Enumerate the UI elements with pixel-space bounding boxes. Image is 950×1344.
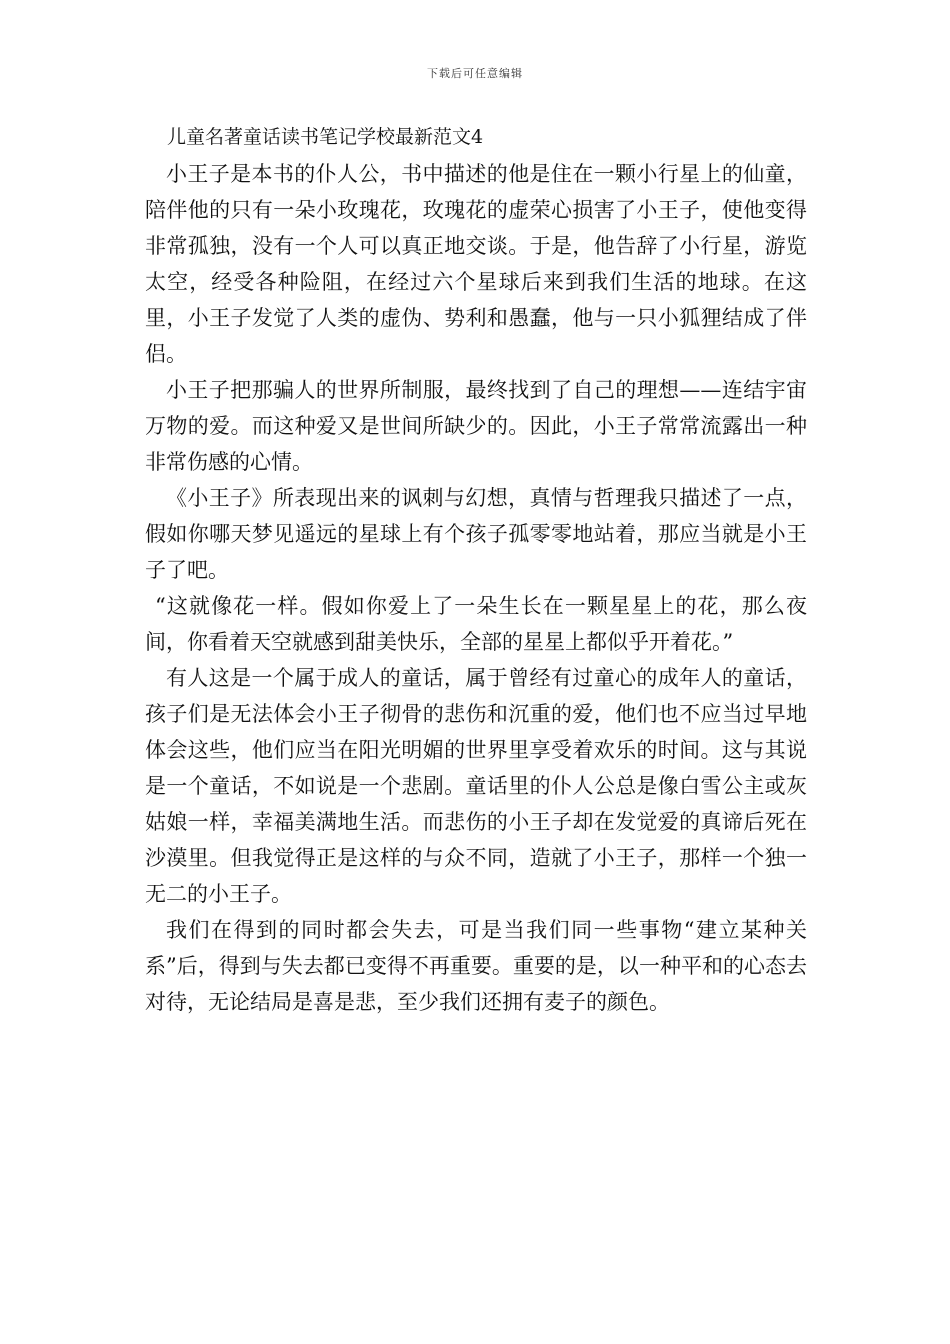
document-body <box>145 156 807 1020</box>
quote-paragraph: “这就像花一样。假如你爱上了一朵生长在一颗星星上的花，那么夜间，你看着天空就感到甜美快乐，全部的星星上都似乎开着花。” <box>145 594 807 654</box>
header-note: 下载后可任意编辑 <box>427 67 523 80</box>
paragraph: 有人这是一个属于成人的童话，属于曾经有过童心的成年人的童话，孩子们是无法体会小王子彻骨的悲伤和沉重的爱，他们也不应当过早地体会这些，他们应当在阳光明媚的世界里享受着欢乐的时间。这与其说是一个童话，不如说是一个悲剧。童话里的仆人公总是像白雪公主或灰姑娘一样，幸福美满地生活。而悲伤的小王子却在发觉爱的真谛后死在沙漠里。但我觉得正是这样的与众不同，造就了小王子，那样一个独一无二的小王子。 <box>145 666 807 906</box>
document-title: 儿童名著童话读书笔记学校最新范文4 <box>167 126 484 148</box>
paragraph: 我们在得到的同时都会失去，可是当我们同一些事物“建立某种关系”后，得到与失去都已变得不再重要。重要的是，以一种平和的心态去对待，无论结局是喜是悲，至少我们还拥有麦子的颜色。 <box>145 918 807 1014</box>
paragraph: 《小王子》所表现出来的讽刺与幻想，真情与哲理我只描述了一点，假如你哪天梦见遥远的星球上有个孩子孤零零地站着，那应当就是小王子了吧。 <box>145 486 807 582</box>
paragraph: 小王子把那骗人的世界所制服，最终找到了自己的理想——连结宇宙万物的爱。而这种爱又是世间所缺少的。因此，小王子常常流露出一种非常伤感的心情。 <box>145 378 807 474</box>
paragraph: 小王子是本书的仆人公，书中描述的他是住在一颗小行星上的仙童，陪伴他的只有一朵小玫瑰花，玫瑰花的虚荣心损害了小王子，使他变得非常孤独，没有一个人可以真正地交谈。于是，他告辞了小行星，游览太空，经受各种险阻，在经过六个星球后来到我们生活的地球。在这里，小王子发觉了人类的虚伪、势利和愚蠢，他与一只小狐狸结成了伴侣。 <box>145 162 807 366</box>
